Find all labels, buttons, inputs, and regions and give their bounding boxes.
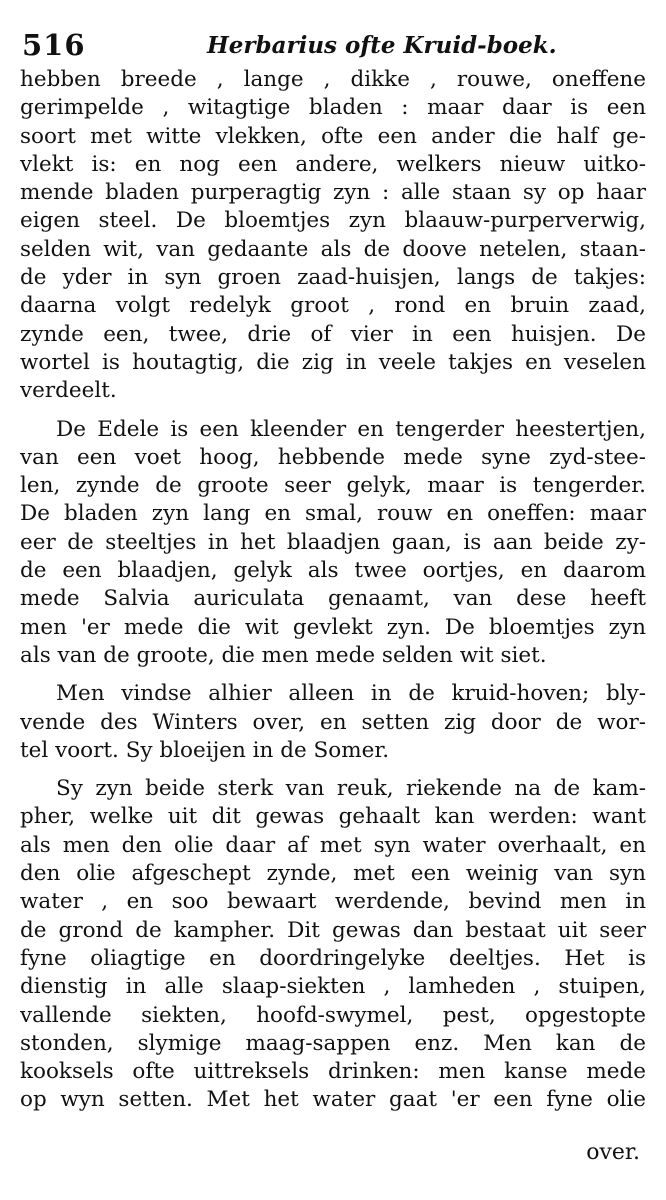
text-line: pher, welke uit dit gewas gehaalt kan werden: want: [20, 804, 646, 830]
text-line: als men den olie daar af met syn water overhaalt, en: [20, 832, 646, 858]
text-line: vlekt is: en nog een andere, welkers nieuw uitko-: [20, 151, 646, 177]
text-line: dienstig in alle slaap-siekten , lamheden , stuipen,: [20, 974, 646, 1000]
text-line: op wyn setten. Met het water gaat 'er een fyne olie: [20, 1087, 646, 1113]
page-number: 516: [22, 28, 86, 62]
text-line: hebben breede , lange , dikke , rouwe, oneffene: [20, 67, 646, 92]
text-line: Men vindse alhier alleen in de kruid-hoven; bly-: [56, 681, 646, 707]
paragraph-edele: [20, 416, 646, 671]
catchword: over.: [586, 1140, 640, 1165]
text-line: de een blaadjen, gelyk als twee oortjes, en daarom: [20, 558, 646, 584]
text-line: eigen steel. De bloemtjes zyn blaauw-purperverwig,: [20, 208, 646, 234]
text-line: eer de steeltjes in het blaadjen gaan, is aan beide zy-: [20, 529, 646, 555]
text-line: De Edele is een kleender en tengerder heestertjen,: [56, 416, 646, 442]
text-line: stonden, slymige maag-sappen enz. Men kan de: [20, 1030, 646, 1056]
text-line: de yder in syn groen zaad-huisjen, langs de takjes:: [20, 265, 646, 291]
paragraph-habitat: [20, 680, 646, 765]
text-line: Sy zyn beide sterk van reuk, riekende na de kam-: [56, 776, 646, 802]
paragraph-description: [20, 66, 646, 406]
text-line: soort met witte vlekken, ofte een ander die half ge-: [20, 123, 646, 149]
text-line: de grond de kampher. Dit gewas dan bestaat uit seer: [20, 917, 646, 943]
text-line: selden wit, van gedaante als de doove netelen, staan-: [20, 236, 646, 262]
text-line: den olie afgeschept zynde, met een weinig van syn: [20, 861, 646, 887]
text-line: mede Salvia auriculata genaamt, van dese heeft: [20, 586, 646, 612]
text-line: len, zynde de groote seer gelyk, maar is tengerder.: [20, 473, 646, 499]
text-line: daarna volgt redelyk groot , rond en bruin zaad,: [20, 293, 646, 319]
body-text: [20, 66, 646, 1115]
text-line: mende bladen purperagtig zyn : alle staan sy op haar: [20, 180, 646, 206]
text-line: zynde een, twee, drie of vier in een huisjen. De: [20, 321, 646, 347]
text-line: verdeelt.: [20, 378, 117, 404]
page-header: [22, 28, 642, 68]
text-line: als van de groote, die men mede selden wit siet.: [20, 642, 547, 668]
text-line: men 'er mede die wit gevlekt zyn. De bloemtjes zyn: [20, 614, 646, 640]
text-line: water , en soo bewaart werdende, bevind men in: [20, 889, 646, 915]
text-line: tel voort. Sy bloeijen in de Somer.: [20, 737, 390, 763]
text-line: kooksels ofte uittreksels drinken: men kanse mede: [20, 1059, 646, 1085]
running-title: Herbarius ofte Kruid-boek.: [207, 32, 557, 59]
text-line: vende des Winters over, en setten zig door de wor-: [20, 709, 646, 735]
text-line: fyne oliagtige en doordringelyke deeltjes. Het is: [20, 945, 646, 971]
text-line: De bladen zyn lang en smal, rouw en oneffen: maar: [20, 501, 646, 527]
paragraph-virtues: [20, 775, 646, 1115]
text-line: gerimpelde , witagtige bladen : maar daar is een: [20, 95, 646, 121]
text-line: van een voet hoog, hebbende mede syne zyd-stee-: [20, 444, 646, 470]
text-line: vallende siekten, hoofd-swymel, pest, opgestopte: [20, 1002, 646, 1028]
text-line: wortel is houtagtig, die zig in veele takjes en veselen: [20, 349, 646, 375]
